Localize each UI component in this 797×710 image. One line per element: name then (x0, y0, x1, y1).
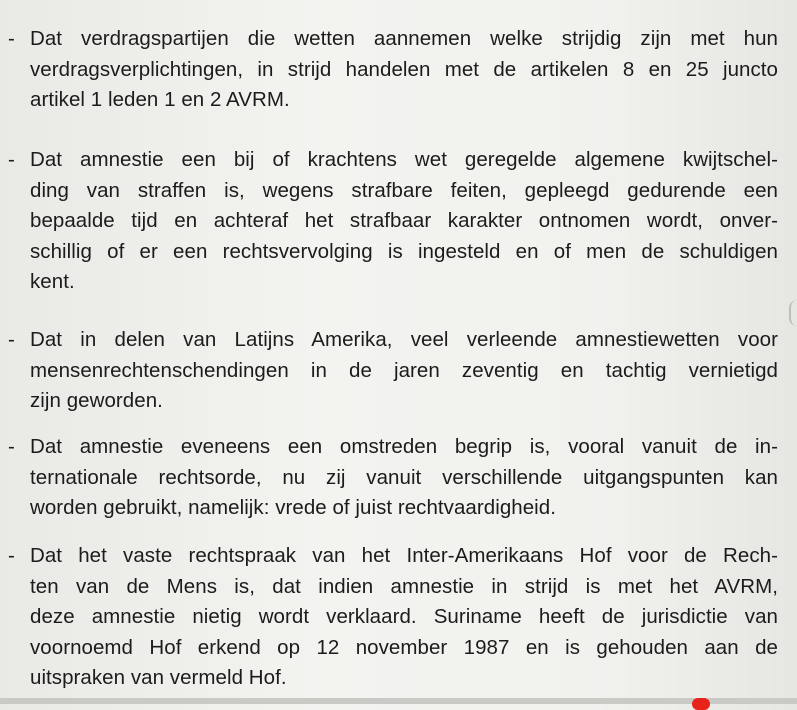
list-item (8, 541, 778, 694)
text-line: ternationale rechtsorde, nu zij vanuit verschillende uitgangspunten kan (30, 465, 778, 489)
text-line: bepaalde tijd en achteraf het strafbaar karakter ontnomen wordt, onver- (30, 209, 778, 232)
text-line: ten van de Mens is, dat indien amnestie in strijd is met het AVRM, (30, 574, 778, 598)
paragraph-text (30, 432, 778, 524)
text-line: worden gebruikt, namelijk: vrede of juist rechtvaardigheid. (30, 496, 556, 519)
text-line: Dat in delen van Latijns Amerika, veel verleende amnestiewetten voor (30, 328, 778, 351)
list-item (8, 145, 778, 298)
list-item (8, 325, 778, 417)
page-edge-mark (789, 300, 797, 326)
text-line: artikel 1 leden 1 en 2 AVRM. (30, 88, 290, 111)
list-item (8, 24, 778, 116)
text-line: voornoemd Hof erkend op 12 november 1987 en is gehouden aan de (30, 635, 778, 659)
paragraph-text (30, 541, 778, 694)
text-line: ding van straffen is, wegens strafbare feiten, gepleegd gedurende een (30, 178, 778, 202)
text-line: zijn geworden. (30, 389, 163, 412)
paragraph-text (30, 24, 778, 116)
paragraph-text (30, 325, 778, 417)
text-line: kent. (30, 270, 75, 293)
bullet-dash: - (8, 544, 15, 567)
bullet-dash: - (8, 148, 15, 171)
text-line: verdragsverplichtingen, in strijd handelen met de artikelen 8 en 25 juncto (30, 57, 778, 81)
progress-scrubber-handle[interactable] (692, 698, 710, 710)
text-line: Dat amnestie eveneens een omstreden begrip is, vooral vanuit de in- (30, 435, 778, 458)
list-item (8, 432, 778, 524)
bullet-dash: - (8, 435, 15, 458)
text-line: schillig of er een rechtsvervolging is ingesteld en of men de schuldigen (30, 239, 778, 263)
text-line: Dat verdragspartijen die wetten aannemen welke strijdig zijn met hun (30, 27, 778, 50)
text-line: deze amnestie nietig wordt verklaard. Suriname heeft de jurisdictie van (30, 605, 778, 628)
bullet-dash: - (8, 27, 15, 50)
text-line: uitspraken van vermeld Hof. (30, 666, 287, 689)
text-line: Dat het vaste rechtspraak van het Inter-Amerikaans Hof voor de Rech- (30, 544, 778, 567)
text-line: mensenrechtenschendingen in de jaren zeventig en tachtig vernietigd (30, 358, 778, 382)
video-progress-bar[interactable] (0, 698, 797, 704)
paragraph-text (30, 145, 778, 298)
text-line: Dat amnestie een bij of krachtens wet geregelde algemene kwijtschel- (30, 148, 778, 171)
bullet-dash: - (8, 328, 15, 351)
